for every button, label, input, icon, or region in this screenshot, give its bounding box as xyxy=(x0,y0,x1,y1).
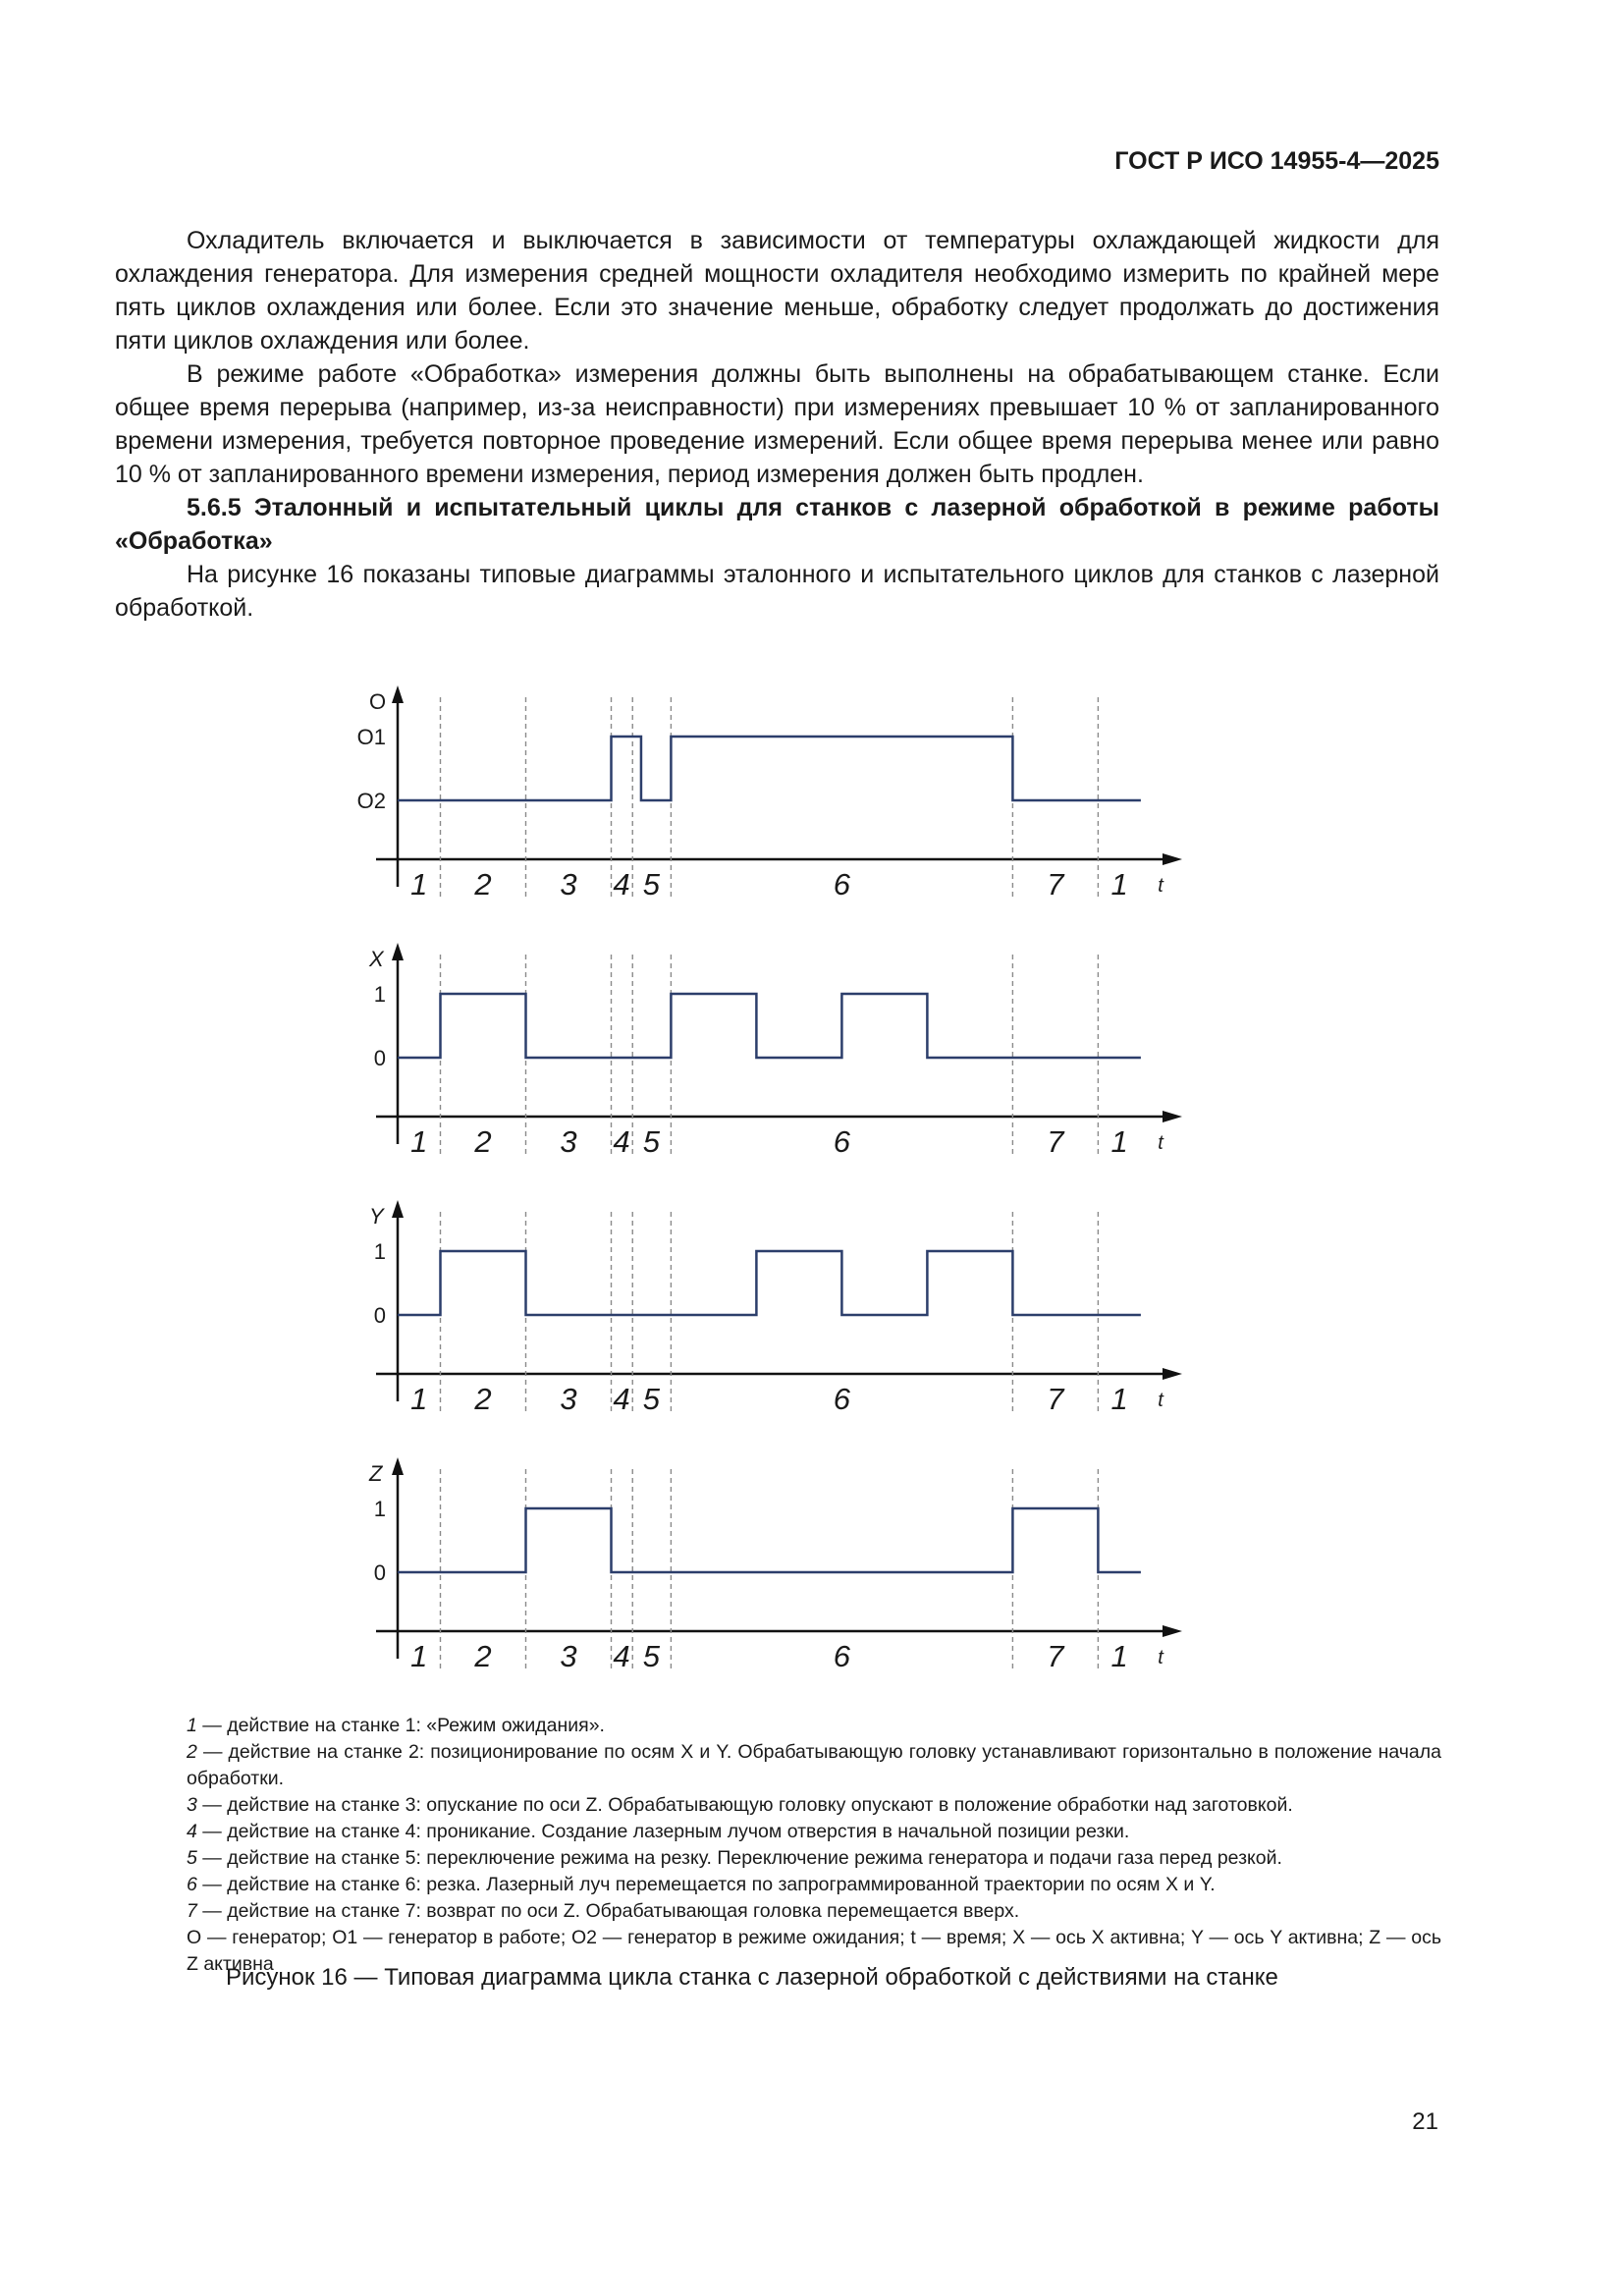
paragraph-processing-mode: В режиме работе «Обработка» измерения должны быть выполнены на обрабатывающем станке. Если общее время перерыва (например, из-за неисправности) при измерениях превышает 10 % от запланированного времени измерения, требуется повторное проведение измерений. Если общее время перерыва менее или равно 10 % от запланированного времени измерения, период измерения должен быть продлен. xyxy=(115,360,1439,488)
legend-number: 2 xyxy=(187,1741,197,1763)
phase-label: 1 xyxy=(410,867,428,902)
legend-line xyxy=(187,1819,1441,1845)
phase-label: 4 xyxy=(613,867,630,902)
axis-label: Y xyxy=(369,1204,384,1229)
phase-label: 5 xyxy=(642,867,661,902)
tick-label: 1 xyxy=(373,1239,386,1264)
document-header: ГОСТ Р ИСО 14955-4—2025 xyxy=(1114,147,1439,175)
phase-label: 1 xyxy=(1110,1382,1128,1416)
tick-label: 1 xyxy=(373,982,386,1007)
figure-caption: Рисунок 16 — Типовая диаграмма цикла станка с лазерной обработкой с действиями на станке xyxy=(226,1964,1278,1991)
axis-label: Z xyxy=(369,1461,383,1486)
phase-label: 2 xyxy=(474,867,492,902)
axis-arrow xyxy=(392,685,404,703)
signal-line-z xyxy=(398,1508,1141,1572)
legend-number: 4 xyxy=(187,1821,197,1842)
legend-text: — действие на станке 6: резка. Лазерный луч перемещается по запрограммированной траектории по осям X и Y. xyxy=(196,1874,1216,1895)
phase-label: 1 xyxy=(1110,1639,1128,1673)
legend-number: 5 xyxy=(187,1847,197,1869)
phase-label: 3 xyxy=(560,867,577,902)
phase-label: 4 xyxy=(613,1639,630,1673)
tick-label: O2 xyxy=(356,789,386,813)
page-number: 21 xyxy=(1412,2108,1438,2135)
tick-label: 0 xyxy=(373,1046,386,1070)
phase-label: 7 xyxy=(1047,1124,1064,1159)
time-axis-label: t xyxy=(1158,875,1163,897)
legend-number: 6 xyxy=(187,1874,197,1895)
tick-label: 0 xyxy=(373,1560,386,1585)
legend-number: 7 xyxy=(187,1900,197,1922)
axis-arrow xyxy=(392,943,404,960)
legend-text: — действие на станке 2: позиционирование по осям X и Y. Обрабатывающую головку устанавливают горизонтально в положение начала обработки. xyxy=(187,1741,1441,1789)
signal-line-y xyxy=(398,1251,1141,1315)
legend-line xyxy=(187,1898,1441,1925)
phase-label: 3 xyxy=(560,1124,577,1159)
phase-label: 7 xyxy=(1047,1382,1064,1416)
legend-line xyxy=(187,1872,1441,1898)
phase-label: 1 xyxy=(1110,1124,1128,1159)
axis-arrow xyxy=(1163,1111,1182,1122)
phase-label: 1 xyxy=(410,1124,428,1159)
time-axis-label: t xyxy=(1158,1647,1163,1668)
paragraph-figure-intro: На рисунке 16 показаны типовые диаграммы эталонного и испытательного циклов для станков с лазерной обработкой. xyxy=(115,561,1439,622)
paragraph-coolant: Охладитель включается и выключается в зависимости от температуры охлаждающей жидкости для охлаждения генератора. Для измерения средней мощности охладителя необходимо измерить по крайней мере пять циклов охлаждения или более. Если это значение меньше, обработку следует продолжать до достижения пяти циклов охлаждения или более. xyxy=(115,227,1439,355)
body-text xyxy=(115,224,1439,625)
phase-label: 3 xyxy=(560,1639,577,1673)
axis-label: X xyxy=(369,947,384,971)
phase-label: 4 xyxy=(613,1124,630,1159)
phase-label: 6 xyxy=(833,1639,851,1673)
phase-label: 2 xyxy=(474,1382,492,1416)
axis-arrow xyxy=(1163,1625,1182,1637)
phase-label: 7 xyxy=(1047,1639,1064,1673)
phase-label: 6 xyxy=(833,1382,851,1416)
phase-label: 6 xyxy=(833,867,851,902)
section-heading: 5.6.5 Эталонный и испытательный циклы для станков с лазерной обработкой в режиме работы «Обработка» xyxy=(115,494,1439,555)
signal-line-x xyxy=(398,994,1141,1058)
phase-label: 1 xyxy=(410,1639,428,1673)
phase-label: 2 xyxy=(474,1639,492,1673)
axis-arrow xyxy=(1163,1368,1182,1380)
tick-label: O1 xyxy=(356,725,386,749)
phase-label: 5 xyxy=(642,1382,661,1416)
legend-line xyxy=(187,1792,1441,1819)
phase-label: 4 xyxy=(613,1382,630,1416)
legend-text: — действие на станке 1: «Режим ожидания». xyxy=(196,1715,605,1736)
legend-text: — действие на станке 7: возврат по оси Z. Обрабатывающая головка перемещается вверх. xyxy=(196,1900,1020,1922)
phase-label: 3 xyxy=(560,1382,577,1416)
phase-label: 6 xyxy=(833,1124,851,1159)
figure-legend xyxy=(187,1713,1441,1978)
axis-arrow xyxy=(1163,853,1182,865)
phase-label: 1 xyxy=(1110,867,1128,902)
phase-label: 2 xyxy=(474,1124,492,1159)
phase-label: 1 xyxy=(410,1382,428,1416)
time-axis-label: t xyxy=(1158,1390,1163,1411)
legend-text: О — генератор; О1 — генератор в работе; О2 — генератор в режиме ожидания; t — время; X — ось X активна; Y — ось Y активна; Z — ось Z активна xyxy=(187,1927,1441,1975)
legend-number: 3 xyxy=(187,1794,197,1816)
legend-number: 1 xyxy=(187,1715,197,1736)
cycle-diagram xyxy=(353,678,1217,1679)
tick-label: 0 xyxy=(373,1303,386,1328)
phase-label: 5 xyxy=(642,1124,661,1159)
legend-text: — действие на станке 4: проникание. Создание лазерным лучом отверстия в начальной позиции резки. xyxy=(196,1821,1130,1842)
tick-label: 1 xyxy=(373,1497,386,1521)
legend-text: — действие на станке 5: переключение режима на резку. Переключение режима генератора и подачи газа перед резкой. xyxy=(196,1847,1282,1869)
axis-label: O xyxy=(369,689,387,714)
legend-line xyxy=(187,1713,1441,1739)
legend-text: — действие на станке 3: опускание по оси Z. Обрабатывающую головку опускают в положение обработки над заготовкой. xyxy=(196,1794,1293,1816)
phase-label: 7 xyxy=(1047,867,1064,902)
axis-arrow xyxy=(392,1457,404,1475)
cycle-diagram-figure xyxy=(353,678,1217,1679)
axis-arrow xyxy=(392,1200,404,1218)
legend-line xyxy=(187,1845,1441,1872)
legend-line xyxy=(187,1739,1441,1792)
time-axis-label: t xyxy=(1158,1132,1163,1154)
signal-line-o xyxy=(398,737,1141,800)
phase-label: 5 xyxy=(642,1639,661,1673)
